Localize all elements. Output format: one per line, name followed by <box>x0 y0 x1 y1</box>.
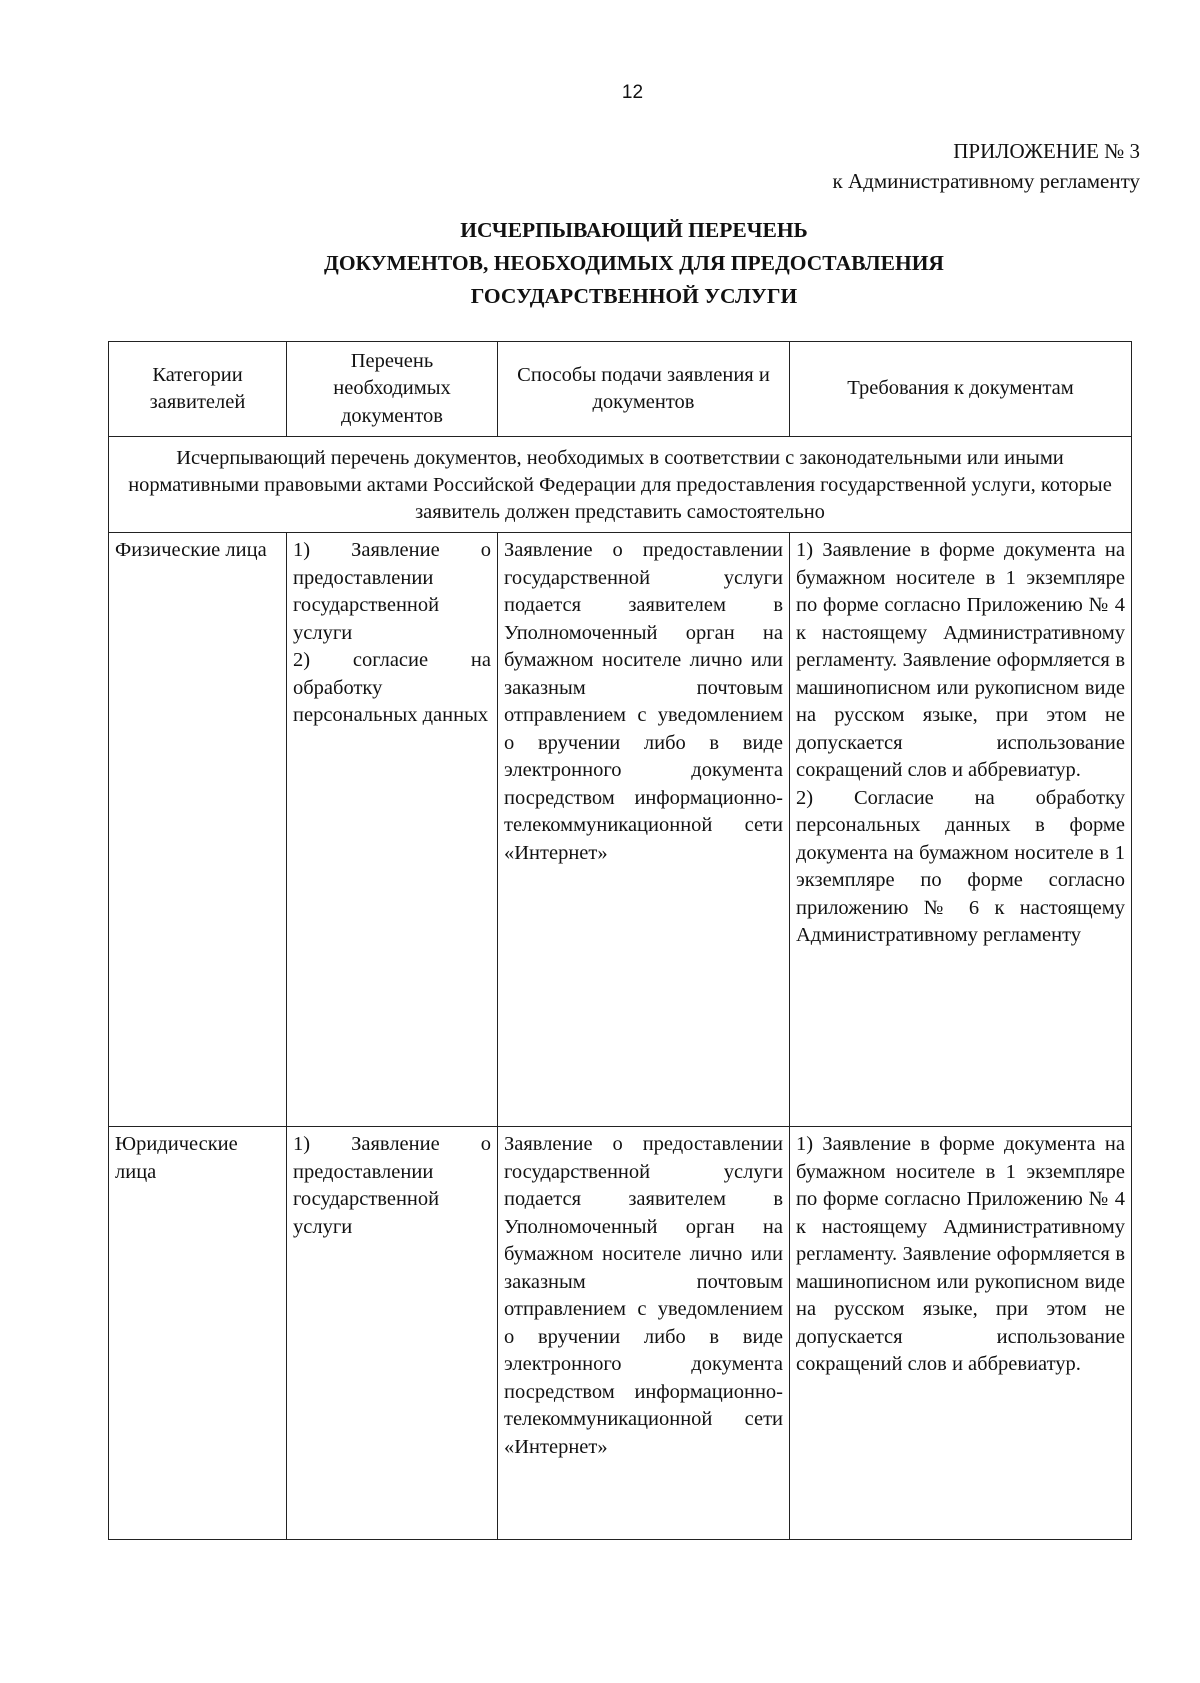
requirements-cell <box>790 1127 1132 1540</box>
title-line-3: ГОСУДАРСТВЕННОЙ УСЛУГИ <box>470 284 798 308</box>
header-categories: Категории заявителей <box>109 342 287 437</box>
section-title: Исчерпывающий перечень документов, необходимых в соответствии с законодательными или иными нормативными правовыми актами Российской Федерации для предоставления государственной услуги, которые заявитель должен представить самостоятельно <box>109 437 1132 533</box>
category-cell: Физические лица <box>109 533 287 1127</box>
appendix-header <box>833 136 1140 196</box>
documents-table <box>108 341 1132 1540</box>
requirement-item: 1) Заявление в форме документа на бумажном носителе в 1 экземпляре по форме согласно Приложению № 4 к настоящему Административному регламенту. Заявление оформляется в машинописном или рукописном виде на русском языке, при этом не допускается использование сокращений слов и аббревиатур. <box>796 539 1125 781</box>
appendix-reference: к Административному регламенту <box>832 169 1140 193</box>
header-documents: Перечень необходимых документов <box>287 342 498 437</box>
page-number: 12 <box>621 82 644 103</box>
submission-text: Заявление о предоставлении государственной услуги подается заявителем в Уполномоченный орган на бумажном носителе лично или заказным почтовым отправлением с уведомлением о вручении либо в виде электронного документа посредством информационно-телекоммуникационной сети «Интернет» <box>504 539 783 864</box>
documents-cell <box>287 533 498 1127</box>
header-submission: Способы подачи заявления и документов <box>498 342 790 437</box>
header-requirements: Требования к документам <box>790 342 1132 437</box>
title-line-2: ДОКУМЕНТОВ, НЕОБХОДИМЫХ ДЛЯ ПРЕДОСТАВЛЕНИЯ <box>324 251 944 275</box>
requirement-item: 1) Заявление в форме документа на бумажном носителе в 1 экземпляре по форме согласно Приложению № 4 к настоящему Административному регламенту. Заявление оформляется в машинописном или рукописном виде на русском языке, при этом не допускается использование сокращений слов и аббревиатур. <box>796 1133 1125 1375</box>
title-line-1: ИСЧЕРПЫВАЮЩИЙ ПЕРЕЧЕНЬ <box>460 218 808 242</box>
document-title <box>108 214 1160 313</box>
documents-cell <box>287 1127 498 1540</box>
table-row <box>109 1127 1132 1540</box>
table-row <box>109 533 1132 1127</box>
section-row <box>109 437 1132 533</box>
table-header-row <box>109 342 1132 437</box>
appendix-number: ПРИЛОЖЕНИЕ № 3 <box>953 139 1140 163</box>
category-cell: Юридические лица <box>109 1127 287 1540</box>
document-item: 1) Заявление о предоставлении государственной услуги <box>293 1133 491 1238</box>
submission-cell <box>498 1127 790 1540</box>
document-item: 2) согласие на обработку персональных данных <box>293 649 491 726</box>
document-item: 1) Заявление о предоставлении государственной услуги <box>293 539 491 644</box>
submission-text: Заявление о предоставлении государственной услуги подается заявителем в Уполномоченный орган на бумажном носителе лично или заказным почтовым отправлением с уведомлением о вручении либо в виде электронного документа посредством информационно-телекоммуникационной сети «Интернет» <box>504 1133 783 1458</box>
submission-cell <box>498 533 790 1127</box>
requirement-item: 2) Согласие на обработку персональных данных в форме документа на бумажном носителе в 1 экземпляре по форме согласно приложению № 6 к настоящему Административному регламенту <box>796 786 1125 946</box>
requirements-cell <box>790 533 1132 1127</box>
